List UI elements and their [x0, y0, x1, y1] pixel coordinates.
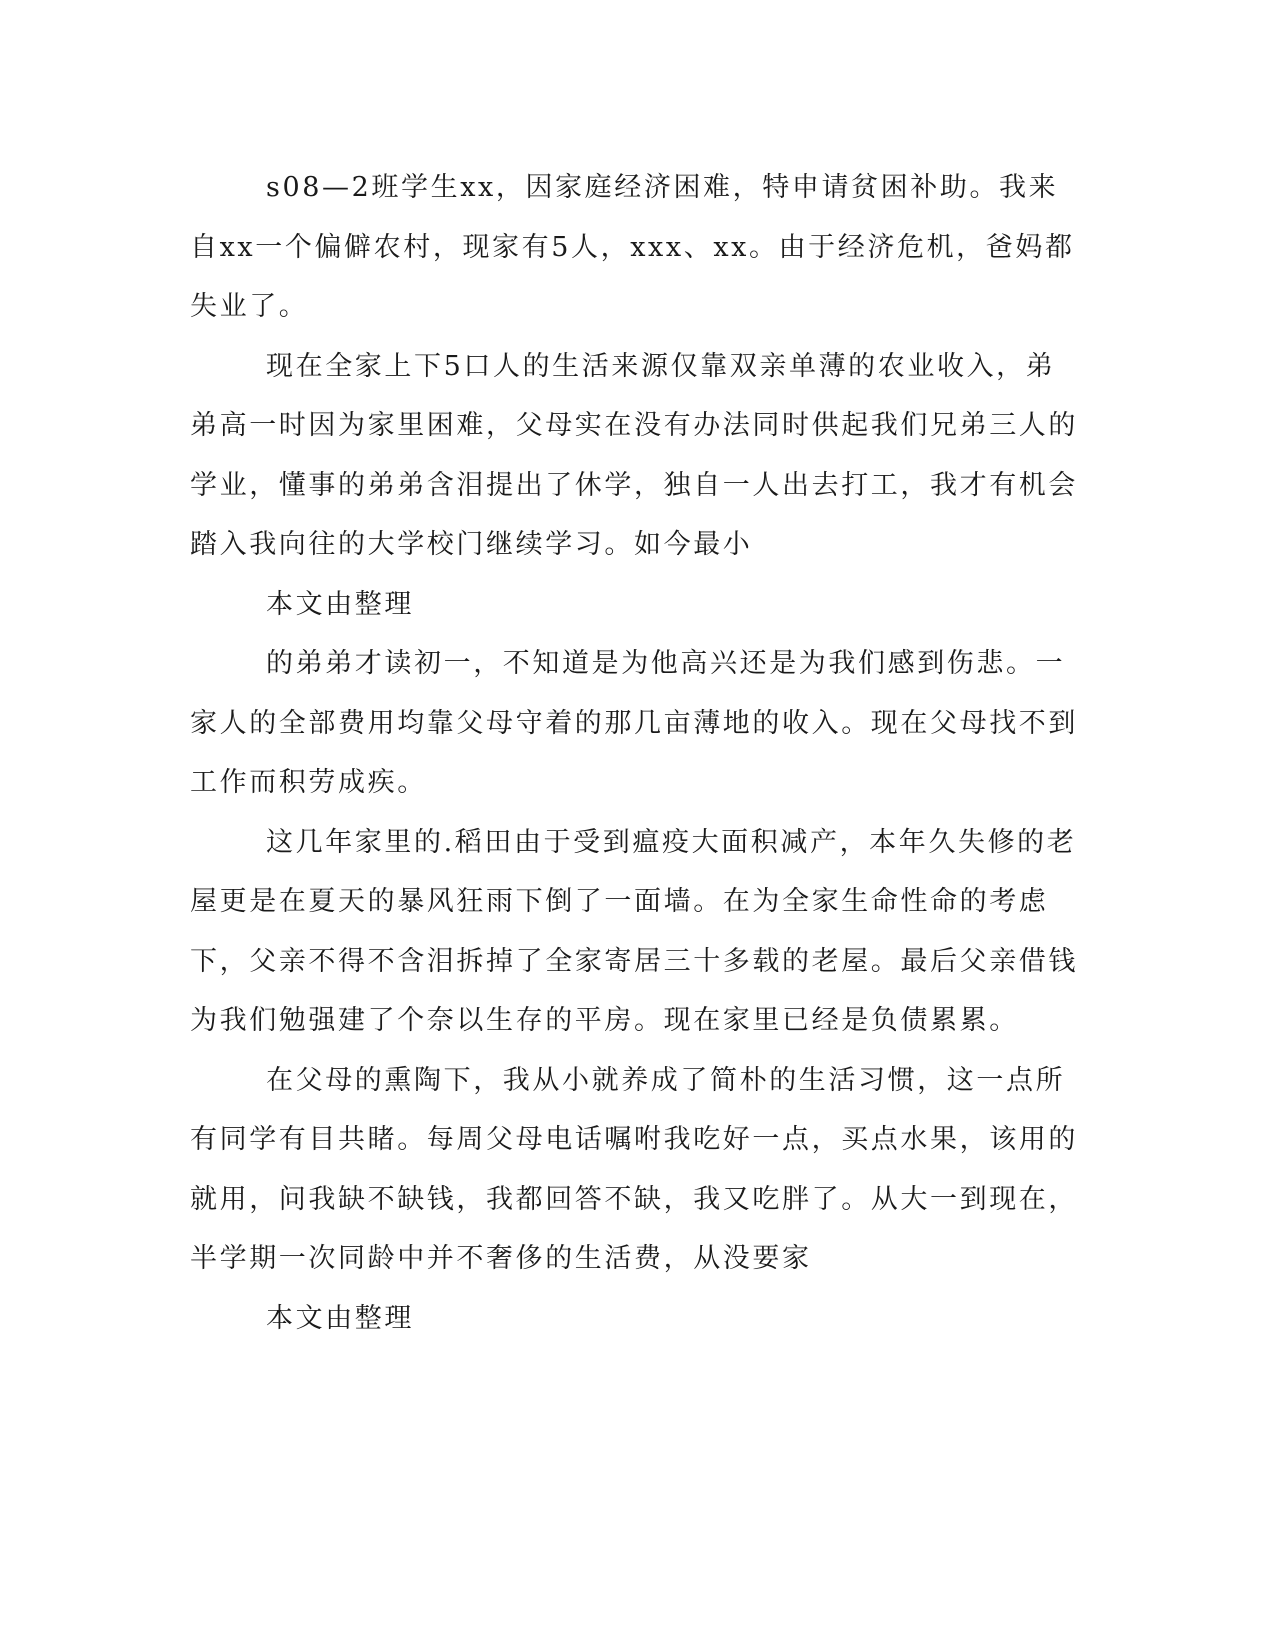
paragraph-6: 在父母的熏陶下，我从小就养成了简朴的生活习惯，这一点所有同学有目共睹。每周父母电话嘱咐我吃好一点，买点水果，该用的就用，问我缺不缺钱，我都回答不缺，我又吃胖了。从大一到现在，半学期一次同龄中并不奢侈的生活费，从没要家: [190, 1064, 1078, 1274]
paragraph-4: 的弟弟才读初一，不知道是为他高兴还是为我们感到伤悲。一家人的全部费用均靠父母守着的那几亩薄地的收入。现在父母找不到工作而积劳成疾。: [190, 648, 1078, 798]
paragraph-1: s08—2班学生xx，因家庭经济困难，特申请贫困补助。我来自xx一个偏僻农村，现家有5人，xxx、xx。由于经济危机，爸妈都失业了。: [190, 172, 1075, 322]
document-body: [190, 158, 1080, 1348]
paragraph-3: 本文由整理: [266, 588, 414, 620]
paragraph-7: 本文由整理: [266, 1302, 414, 1334]
paragraph-2: 现在全家上下5口人的生活来源仅靠双亲单薄的农业收入，弟弟高一时因为家里困难，父母实在没有办法同时供起我们兄弟三人的学业，懂事的弟弟含泪提出了休学，独自一人出去打工，我才有机会踏入我向往的大学校门继续学习。如今最小: [190, 350, 1078, 560]
paragraph-5: 这几年家里的.稻田由于受到瘟疫大面积减产，本年久失修的老屋更是在夏天的暴风狂雨下倒了一面墙。在为全家生命性命的考虑下，父亲不得不含泪拆掉了全家寄居三十多载的老屋。最后父亲借钱为我们勉强建了个奈以生存的平房。现在家里已经是负债累累。: [190, 826, 1078, 1036]
